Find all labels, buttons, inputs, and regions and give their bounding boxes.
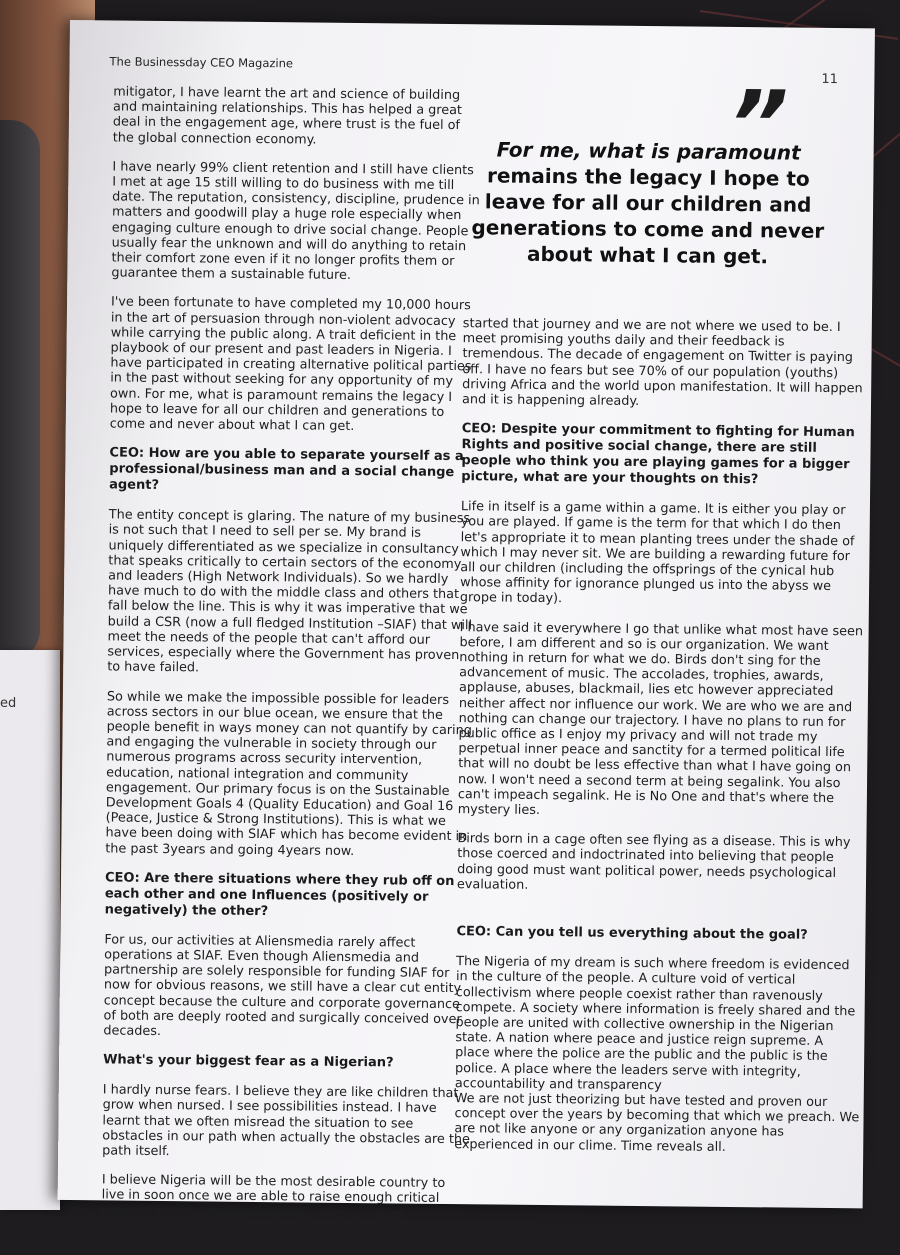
interview-question: CEO: Despite your commitment to fighting for Human Rights and positive social change, there are still people who think you are playing games for a bigger picture, what are your thoughts on this? — [461, 421, 867, 489]
article-paragraph: Life in itself is a game within a game. It is either you play or you are played. If game is the term for that which I do then let's appropriate it to mean planting trees under the shade of which I may never sit. We are building a rewarding future for all our children (including the offsprings of the cynical hub whose affinity for ignorance plunged us into the abyss we grope in today). — [460, 499, 866, 610]
right-article-column — [454, 316, 868, 1170]
magazine-page — [58, 20, 875, 1208]
interview-question: What's your biggest fear as a Nigerian? — [103, 1053, 471, 1073]
article-paragraph: I have nearly 99% client retention and I still have clients I met at age 15 still willing to do business with me till date. The reputation, consistency, discipline, prudence in matters and goodwill play a huge role especially when engaging culture enough to drive social change. People usually fear the unknown and will do anything to retain their comfort zone even if it no longer profits them or guarantee them a sustainable future. — [111, 159, 480, 284]
article-paragraph: I believe Nigeria will be the most desirable country to live in soon once we are able to raise enough critical mass of transformational leaders who can think differently. We have — [101, 1173, 470, 1238]
article-paragraph: started that journey and we are not where we used to be. I meet promising youths daily and their feedback is tremendous. The decade of engagement on Twitter is paying off. I have no fears but see 70% of our population (youths) driving Africa and the world upon manifestation. It will happen and it is happening already. — [462, 316, 868, 411]
pull-quote-rest: remains the legacy I hope to leave for all our children and generations to come and never about what I can get. — [471, 163, 824, 268]
article-paragraph: For us, our activities at Aliensmedia rarely affect operations at SIAF. Even though Aliensmedia and partnership are solely responsible for funding SIAF for now for obvious reasons, we still have a clear cut entity concept because the culture and corporate governance of both are deeply rooted and surgically conceived over decades. — [103, 932, 472, 1042]
left-article-column — [101, 84, 481, 1251]
article-paragraph: The entity concept is glaring. The nature of my business is not such that I need to sell per se. My brand is uniquely differentiated as we specialize in consultancy that speaks critically to certain sectors of the economy and leaders (High Network Individuals). So we hardly have much to do with the middle class and others that fall below the line. This is why it was imperative that we build a CSR (now a full fledged Institution –SIAF) that will meet the needs of the people that can't afford our services, especially where the Government has proven to have failed. — [107, 508, 477, 679]
article-paragraph: So while we make the impossible possible for leaders across sectors in our blue ocean, we ensure that the people benefit in ways money can not quantify by caring and engaging the vulnerable in society through our numerous programs across security intervention, education, national integration and community engagement. Our primary focus is on the Sustainable Development Goals 4 (Quality Education) and Goal 16 (Peace, Justice & Strong Institutions). This is what we have been doing with SIAF which has become evident in the past 3years and going 4years now. — [105, 689, 475, 860]
pull-quote-line1: For me, what is paramount — [497, 137, 801, 164]
article-paragraph: Birds born in a cage often see flying as a disease. This is why those coerced and indoctrinated into believing that people doing good must want political power, needs psychological evaluation. — [457, 831, 863, 896]
article-paragraph: I've been fortunate to have completed my 10,000 hours in the art of persuasion through non-violent advocacy while carrying the public along. A trait deficient in the playbook of our present and past leaders in Nigeria. I have participated in creating alternative political parties in the past without seeking for any opportunity of my own. For me, what is paramount remains the legacy I hope to leave for all our children and generations to come and never about what I can get. — [110, 295, 479, 436]
article-paragraph: I hardly nurse fears. I believe they are like children that grow when nursed. I see possibilities instead. I have learnt that we often misread the situation to see obstacles in our path when actually the obstacles are the path itself. — [102, 1083, 471, 1163]
article-paragraph: mitigator, I have learnt the art and science of building and maintaining relationships. This has helped a great deal in the engagement age, where trust is the fuel of the global connection economy. — [113, 84, 482, 149]
magazine-header: The Businessday CEO Magazine — [109, 54, 293, 70]
interview-question: CEO: Are there situations where they rub off on each other and one Influences (positively or negatively) the other? — [105, 870, 473, 922]
article-paragraph: The Nigeria of my dream is such where freedom is evidenced in the culture of the people. A culture void of vertical collectivism where people coexist rather than ravenously compete. A society where information is freely shared and the people are united with collective ownership in the Nigerian state. A nation where peace and justice reign supreme. A place where the police are the public and the public is the police. A place where the leaders serve with integrity, accountability and transparency We are not just theorizing but have tested and proven our concept over the years by becoming that which we preach. We are not like anyone or any organization anyone has experienced in our clime. Time reveals all. — [454, 954, 861, 1156]
quote-mark-icon: ” — [729, 85, 783, 166]
left-page-flap — [0, 650, 60, 1210]
article-paragraph: I have said it everywhere I go that unlike what most have seen before, I am different and so is our organization. We want nothing in return for what we do. Birds don't sing for the advancement of music. The accolades, trophies, awards, applause, abuses, blackmail, lies etc however appreciated neither affect nor influence our work. We are who we are and nothing can change our trajectory. I have no plans to run for public office as I enjoy my privacy and will not trade my perpetual inner peace and sanctity for a termed political life that will no doubt be less effective than what I have going on now. I won't need a second term at being segalink. You also can't impeach segalink. He is No One and that's where the mystery lies. — [458, 620, 865, 822]
pull-quote — [467, 136, 828, 270]
left-flap-text: ed — [0, 696, 16, 711]
interview-question: CEO: Can you tell us everything about the goal? — [456, 924, 861, 944]
interview-question: CEO: How are you able to separate yourself as a professional/business man and a social change agent? — [109, 446, 477, 498]
previous-page-photo — [0, 120, 40, 660]
page-number: 11 — [821, 72, 838, 87]
